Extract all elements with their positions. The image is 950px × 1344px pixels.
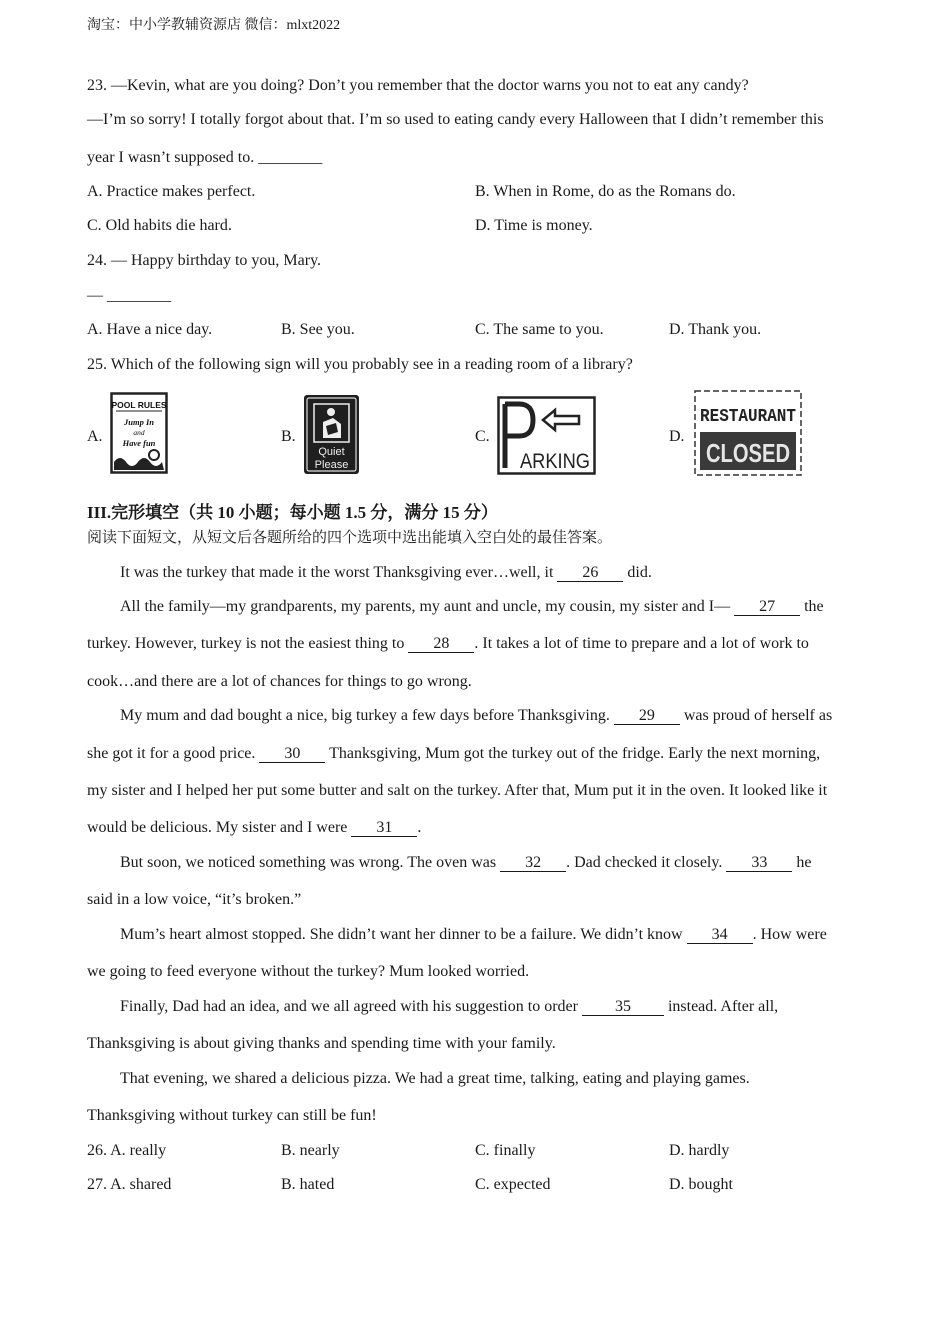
passage-paragraph-3 bbox=[120, 706, 832, 726]
passage-paragraph-5 bbox=[120, 925, 827, 945]
blank-28: 28 bbox=[408, 635, 474, 653]
reader-icon bbox=[327, 408, 335, 416]
blank-33: 33 bbox=[726, 854, 792, 872]
sign-a-text-2: and bbox=[133, 428, 145, 437]
passage-text: Thanksgiving, Mum got the turkey out of the fridge. Early the next morning, bbox=[325, 745, 821, 762]
passage-text: would be delicious. My sister and I were bbox=[87, 819, 352, 836]
passage-text: was proud of herself as bbox=[679, 707, 833, 724]
passage-text: All the family—my grandparents, my parents, my aunt and uncle, my cousin, my sister and I— bbox=[120, 598, 735, 615]
passage-text: he bbox=[792, 854, 812, 871]
q25-label-a: A. bbox=[87, 428, 103, 445]
passage-text: the bbox=[800, 598, 824, 615]
passage-line: said in a low voice, “it’s broken.” bbox=[87, 891, 302, 908]
restaurant-closed-sign-image bbox=[694, 390, 802, 476]
q26-option-c: C. finally bbox=[475, 1142, 536, 1159]
section-title: III.完形填空（共 10 小题；每小题 1.5 分，满分 15 分） bbox=[87, 503, 498, 522]
q24-option-c: C. The same to you. bbox=[475, 321, 604, 338]
blank-35: 35 bbox=[582, 998, 664, 1016]
q23-option-a: A. Practice makes perfect. bbox=[87, 183, 256, 200]
q25-label-c: C. bbox=[475, 428, 490, 445]
q24-stem: 24. — Happy birthday to you, Mary. bbox=[87, 252, 322, 269]
passage-text: It was the turkey that made it the worst Thanksgiving ever…well, it bbox=[120, 564, 558, 581]
passage-text: did. bbox=[623, 564, 652, 581]
sign-d-text-2: CLOSED bbox=[706, 438, 790, 468]
q24-line2: — ________ bbox=[87, 287, 171, 304]
blank-29: 29 bbox=[614, 707, 680, 725]
q27-option-d: D. bought bbox=[669, 1176, 733, 1193]
section-instruction: 阅读下面短文，从短文后各题所给的四个选项中选出能填入空白处的最佳答案。 bbox=[87, 530, 613, 546]
sign-d-text-1: RESTAURANT bbox=[700, 407, 797, 427]
passage-line: cook…and there are a lot of chances for things to go wrong. bbox=[87, 673, 472, 690]
sign-a-text-1: Jump In bbox=[124, 417, 154, 427]
passage-text: . How were bbox=[752, 926, 827, 943]
q27-option-b: B. hated bbox=[281, 1176, 335, 1193]
q24-option-b: B. See you. bbox=[281, 321, 355, 338]
q24-option-a: A. Have a nice day. bbox=[87, 321, 213, 338]
passage-line bbox=[87, 634, 809, 654]
passage-line: Thanksgiving without turkey can still be fun! bbox=[87, 1107, 377, 1124]
q26-option-b: B. nearly bbox=[281, 1142, 340, 1159]
passage-line bbox=[87, 818, 421, 838]
passage-line: Thanksgiving is about giving thanks and spending time with your family. bbox=[87, 1035, 556, 1052]
passage-paragraph-1 bbox=[120, 563, 652, 583]
sign-a-title: POOL RULES bbox=[111, 400, 167, 410]
q25-stem: 25. Which of the following sign will you probably see in a reading room of a library? bbox=[87, 356, 633, 373]
passage-text: Mum’s heart almost stopped. She didn’t want her dinner to be a failure. We didn’t know bbox=[120, 926, 687, 943]
q25-label-b: B. bbox=[281, 428, 296, 445]
quiet-please-sign-image bbox=[303, 394, 360, 475]
blank-34: 34 bbox=[687, 926, 753, 944]
sign-a-text-3: Have fun bbox=[122, 438, 156, 448]
q23-line2: —I’m so sorry! I totally forgot about that. I’m so used to eating candy every Halloween that I didn’t remember this bbox=[87, 111, 824, 128]
q23-line3: year I wasn’t supposed to. ________ bbox=[87, 149, 323, 166]
passage-text: . It takes a lot of time to prepare and a lot of work to bbox=[474, 635, 809, 652]
q23-option-c: C. Old habits die hard. bbox=[87, 217, 232, 234]
q25-label-d: D. bbox=[669, 428, 685, 445]
q24-option-d: D. Thank you. bbox=[669, 321, 762, 338]
passage-paragraph-2 bbox=[120, 597, 824, 617]
q26-option-d: D. hardly bbox=[669, 1142, 730, 1159]
page-header: 淘宝：中小学教辅资源店 微信：mlxt2022 bbox=[87, 18, 341, 33]
passage-text: she got it for a good price. bbox=[87, 745, 260, 762]
sign-c-text: ARKING bbox=[520, 450, 590, 473]
sign-b-text-2: Please bbox=[314, 459, 349, 471]
passage-line: my sister and I helped her put some butter and salt on the turkey. After that, Mum put it in the oven. It looked like it bbox=[87, 782, 828, 799]
passage-text: My mum and dad bought a nice, big turkey a few days before Thanksgiving. bbox=[120, 707, 614, 724]
q23-stem: 23. —Kevin, what are you doing? Don’t you remember that the doctor warns you not to eat any candy? bbox=[87, 77, 749, 94]
passage-text: . bbox=[417, 819, 422, 836]
blank-32: 32 bbox=[500, 854, 566, 872]
passage-line: we going to feed everyone without the turkey? Mum looked worried. bbox=[87, 963, 530, 980]
q26-option-a: 26. A. really bbox=[87, 1142, 167, 1159]
sign-b-text-1: Quiet bbox=[318, 446, 345, 458]
passage-text: Finally, Dad had an idea, and we all agreed with his suggestion to order bbox=[120, 998, 582, 1015]
passage-paragraph-7: That evening, we shared a delicious pizza. We had a great time, talking, eating and playing games. bbox=[120, 1070, 750, 1087]
passage-paragraph-6 bbox=[120, 997, 778, 1017]
parking-sign-image bbox=[497, 396, 596, 475]
passage-text: turkey. However, turkey is not the easiest thing to bbox=[87, 635, 409, 652]
blank-30: 30 bbox=[259, 745, 325, 763]
passage-text: instead. After all, bbox=[663, 998, 779, 1015]
q23-option-b: B. When in Rome, do as the Romans do. bbox=[475, 183, 736, 200]
q27-option-c: C. expected bbox=[475, 1176, 551, 1193]
passage-text: . Dad checked it closely. bbox=[566, 854, 727, 871]
passage-text: But soon, we noticed something was wrong. The oven was bbox=[120, 854, 501, 871]
q27-option-a: 27. A. shared bbox=[87, 1176, 172, 1193]
blank-26: 26 bbox=[557, 564, 623, 582]
passage-paragraph-4 bbox=[120, 853, 811, 873]
blank-31: 31 bbox=[351, 819, 417, 837]
pool-rules-sign-image bbox=[110, 392, 168, 474]
q23-option-d: D. Time is money. bbox=[475, 217, 593, 234]
blank-27: 27 bbox=[734, 598, 800, 616]
passage-line bbox=[87, 744, 820, 764]
